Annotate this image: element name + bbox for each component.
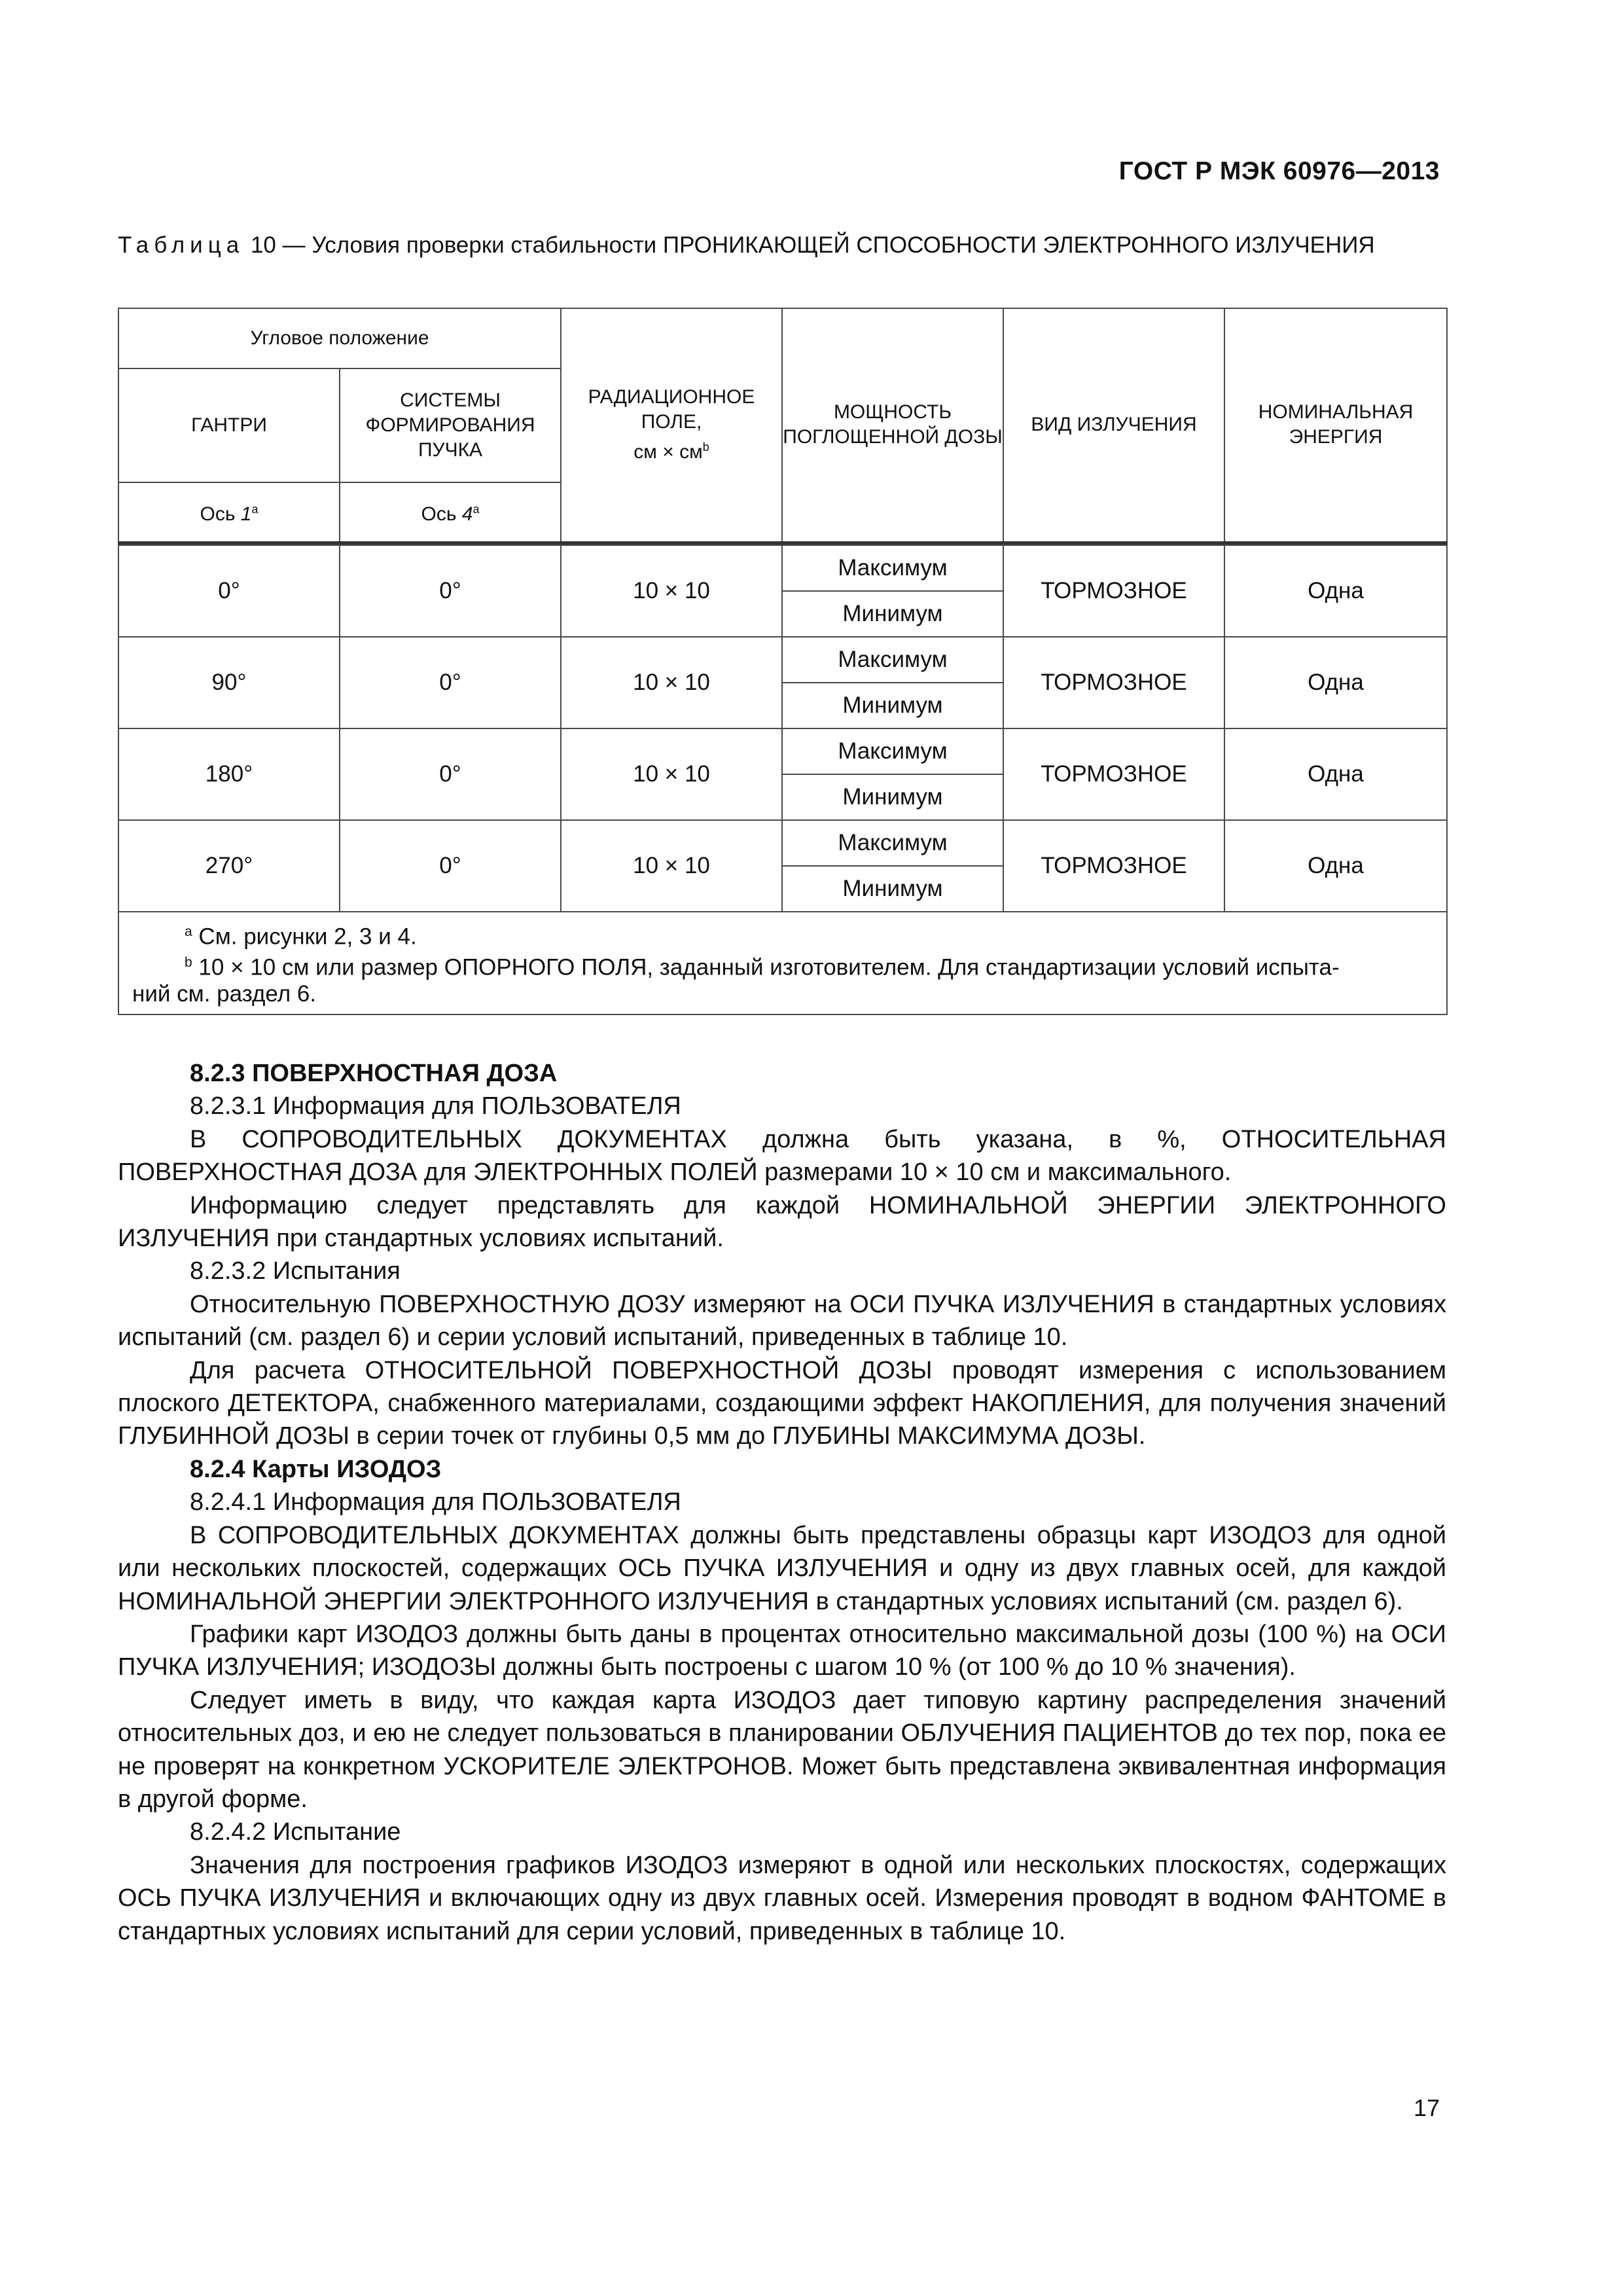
cell-nominal-energy: Одна <box>1224 545 1447 637</box>
header-field-unit: см × см <box>633 441 703 463</box>
header-angular-position: Угловое положение <box>118 308 561 368</box>
page-header-standard: ГОСТ Р МЭК 60976—2013 <box>1118 157 1440 185</box>
cell-dose-min: Минимум <box>782 866 1003 912</box>
header-radiation-field <box>561 308 782 543</box>
cell-beam-system: 0° <box>340 545 561 637</box>
paragraph: Следует иметь в виду, что каждая карта ИЗОДОЗ дает типовую картину распределения значений относительных доз, и ею не следует пользоваться в планировании ОБЛУЧЕНИЯ ПАЦИЕНТОВ до тех пор, пока ее не проверят на конкретном УСКОРИТЕЛЕ ЭЛЕКТРОНОВ. Может быть представлена эквивалентная информация в другой форме. <box>118 1686 1446 1813</box>
header-axis-1: Ось 1$^a$ <box>118 482 340 543</box>
body-text <box>118 1057 1446 1948</box>
subsection-heading: 8.2.3.1 Информация для ПОЛЬЗОВАТЕЛЯ <box>190 1092 681 1121</box>
page-number: 17 <box>1413 2094 1440 2121</box>
table-row <box>118 545 1447 591</box>
cell-radiation-type: ТОРМОЗНОЕ <box>1003 637 1224 728</box>
section-heading: 8.2.3 ПОВЕРХНОСТНАЯ ДОЗА <box>190 1060 558 1087</box>
header-field-label: РАДИАЦИОННОЕ ПОЛЕ, <box>588 386 755 433</box>
cell-radiation-type: ТОРМОЗНОЕ <box>1003 728 1224 820</box>
header-beam-limiting-system: СИСТЕМЫ ФОРМИРОВАНИЯ ПУЧКА <box>340 368 561 482</box>
cell-nominal-energy: Одна <box>1224 728 1447 820</box>
cell-dose-min: Минимум <box>782 591 1003 637</box>
table-caption-label: Таблица <box>118 232 245 258</box>
subsection-heading: 8.2.4.2 Испытание <box>190 1818 401 1846</box>
paragraph: Информацию следует представлять для каждой НОМИНАЛЬНОЙ ЭНЕРГИИ ЭЛЕКТРОННОГО ИЗЛУЧЕНИЯ при стандартных условиях испытаний. <box>118 1191 1446 1253</box>
header-axis-4: Ось 4$^a$ <box>340 482 561 543</box>
paragraph: Графики карт ИЗОДОЗ должны быть даны в процентах относительно максимальной дозы (100 %) на ОСИ ПУЧКА ИЗЛУЧЕНИЯ; ИЗОДОЗЫ должны быть построены с шагом 10 % (от 100 % до 10 % значения). <box>118 1620 1446 1681</box>
cell-nominal-energy: Одна <box>1224 820 1447 912</box>
subsection-heading: 8.2.4.1 Информация для ПОЛЬЗОВАТЕЛЯ <box>190 1488 681 1516</box>
table-row <box>118 637 1447 683</box>
cell-beam-system: 0° <box>340 637 561 728</box>
cell-dose-max: Максимум <box>782 637 1003 683</box>
header-gantry: ГАНТРИ <box>118 368 340 482</box>
footnote-b: $^b$ 10 × 10 см или размер ОПОРНОГО ПОЛЯ, заданный изготовителем. Для стандартизации условий испыта- <box>185 954 1340 980</box>
cell-dose-max: Максимум <box>782 728 1003 774</box>
table-caption-text: 10 — Условия проверки стабильности ПРОНИКАЮЩЕЙ СПОСОБНОСТИ ЭЛЕКТРОННОГО ИЗЛУЧЕНИЯ <box>244 232 1375 258</box>
table-caption <box>118 230 1446 260</box>
cell-field: 10 × 10 <box>561 637 782 728</box>
cell-gantry: 0° <box>118 545 340 637</box>
cell-beam-system: 0° <box>340 728 561 820</box>
cell-field: 10 × 10 <box>561 728 782 820</box>
header-radiation-type: ВИД ИЗЛУЧЕНИЯ <box>1003 308 1224 543</box>
paragraph: Для расчета ОТНОСИТЕЛЬНОЙ ПОВЕРХНОСТНОЙ ДОЗЫ проводят измерения с использованием плоского ДЕТЕКТОРА, снабженного материалами, создающими эффект НАКОПЛЕНИЯ, для получения значений ГЛУБИННОЙ ДОЗЫ в серии точек от глубины 0,5 мм до ГЛУБИНЫ МАКСИМУМА ДОЗЫ. <box>118 1356 1446 1450</box>
cell-dose-max: Максимум <box>782 820 1003 866</box>
cell-gantry: 180° <box>118 728 340 820</box>
paragraph: В СОПРОВОДИТЕЛЬНЫХ ДОКУМЕНТАХ должны быть представлены образцы карт ИЗОДОЗ для одной или нескольких плоскостей, содержащих ОСЬ ПУЧКА ИЗЛУЧЕНИЯ и одну из двух главных осей, для каждой НОМИНАЛЬНОЙ ЭНЕРГИИ ЭЛЕКТРОННОГО ИЗЛУЧЕНИЯ в стандартных условиях испытаний (см. раздел 6). <box>118 1521 1446 1615</box>
paragraph: Значения для построения графиков ИЗОДОЗ измеряют в одной или нескольких плоскостях, содержащих ОСЬ ПУЧКА ИЗЛУЧЕНИЯ и включающих одну из двух главных осей. Измерения проводят в водном ФАНТОМЕ в стандартных условиях испытаний для серии условий, приведенных в таблице 10. <box>118 1851 1446 1945</box>
cell-radiation-type: ТОРМОЗНОЕ <box>1003 545 1224 637</box>
cell-field: 10 × 10 <box>561 820 782 912</box>
paragraph: В СОПРОВОДИТЕЛЬНЫХ ДОКУМЕНТАХ должна быть указана, в %, ОТНОСИТЕЛЬНАЯ ПОВЕРХНОСТНАЯ ДОЗА для ЭЛЕКТРОННЫХ ПОЛЕЙ размерами 10 × 10 см и максимального. <box>118 1125 1446 1187</box>
cell-nominal-energy: Одна <box>1224 637 1447 728</box>
test-conditions-table <box>118 308 1448 1015</box>
paragraph: Относительную ПОВЕРХНОСТНУЮ ДОЗУ измеряют на ОСИ ПУЧКА ИЗЛУЧЕНИЯ в стандартных условиях испытаний (см. раздел 6) и серии условий испытаний, приведенных в таблице 10. <box>118 1290 1446 1352</box>
subsection-heading: 8.2.3.2 Испытания <box>190 1257 401 1285</box>
header-nominal-energy: НОМИНАЛЬНАЯ ЭНЕРГИЯ <box>1224 308 1447 543</box>
header-field-footnote-mark: b <box>702 440 709 454</box>
cell-radiation-type: ТОРМОЗНОЕ <box>1003 820 1224 912</box>
cell-gantry: 90° <box>118 637 340 728</box>
footnote-a: $^a$ См. рисунки 2, 3 и 4. <box>185 924 417 950</box>
cell-dose-min: Минимум <box>782 774 1003 820</box>
cell-beam-system: 0° <box>340 820 561 912</box>
cell-field: 10 × 10 <box>561 545 782 637</box>
footnote-b-continuation: ний см. раздел 6. <box>132 980 317 1007</box>
table-row <box>118 728 1447 774</box>
section-heading: 8.2.4 Карты ИЗОДОЗ <box>190 1455 442 1483</box>
cell-gantry: 270° <box>118 820 340 912</box>
table-footnotes <box>118 912 1447 1014</box>
cell-dose-max: Максимум <box>782 545 1003 591</box>
table-row <box>118 820 1447 866</box>
header-dose-rate: МОЩНОСТЬ ПОГЛОЩЕННОЙ ДОЗЫ <box>782 308 1003 543</box>
cell-dose-min: Минимум <box>782 683 1003 728</box>
